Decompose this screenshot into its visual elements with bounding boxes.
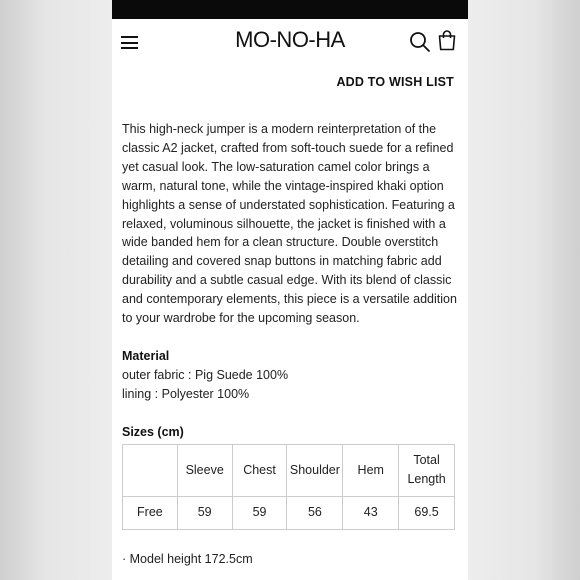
material-section [122, 347, 458, 404]
search-icon[interactable] [409, 31, 431, 53]
material-line: lining : Polyester 100% [122, 386, 250, 401]
size-table-header-cell [123, 444, 178, 496]
material-line: outer fabric : Pig Suede 100% [122, 367, 289, 382]
size-table [122, 444, 455, 530]
size-table-header-cell: Hem [343, 444, 399, 496]
shopping-bag-icon[interactable] [437, 29, 457, 51]
table-row [123, 496, 455, 529]
model-height: · Model height 172.5cm [122, 551, 253, 566]
status-bar [112, 0, 468, 19]
sizes-section [122, 423, 458, 530]
brand-logo[interactable]: MO-NO-HA [235, 27, 345, 52]
material-title: Material [122, 348, 170, 363]
size-table-cell: 69.5 [399, 496, 455, 529]
product-description: This high-neck jumper is a modern reinterpretation of the classic A2 jacket, crafted from soft-touch suede for a refined yet casual look. The low-saturation camel color brings a warm, natural tone, while the vintage-inspired khaki option highlights a sense of understated sophistication. Featuring a relaxed, voluminous silhouette, the jacket is finished with a wide banded hem for a clean structure. Double overstitch detailing and covered snap buttons in matching fabric add durability and a subtle casual edge. With its blend of classic and contemporary elements, this piece is a versatile addition to your wardrobe for the upcoming season. [122, 122, 457, 326]
size-table-cell: 59 [232, 496, 287, 529]
sizes-title: Sizes (cm) [122, 424, 184, 439]
size-table-header-cell: Shoulder [287, 444, 343, 496]
product-details [122, 120, 458, 569]
size-table-cell: 59 [177, 496, 232, 529]
site-header [112, 19, 468, 63]
size-table-cell: 43 [343, 496, 399, 529]
size-table-header-cell: Total Length [399, 444, 455, 496]
size-table-header-cell: Sleeve [177, 444, 232, 496]
add-to-wishlist-button[interactable]: ADD TO WISH LIST [336, 75, 454, 89]
size-table-cell: 56 [287, 496, 343, 529]
size-table-header-row [123, 444, 455, 496]
size-table-header-cell: Chest [232, 444, 287, 496]
size-table-cell: Free [123, 496, 178, 529]
phone-screen [112, 0, 468, 580]
